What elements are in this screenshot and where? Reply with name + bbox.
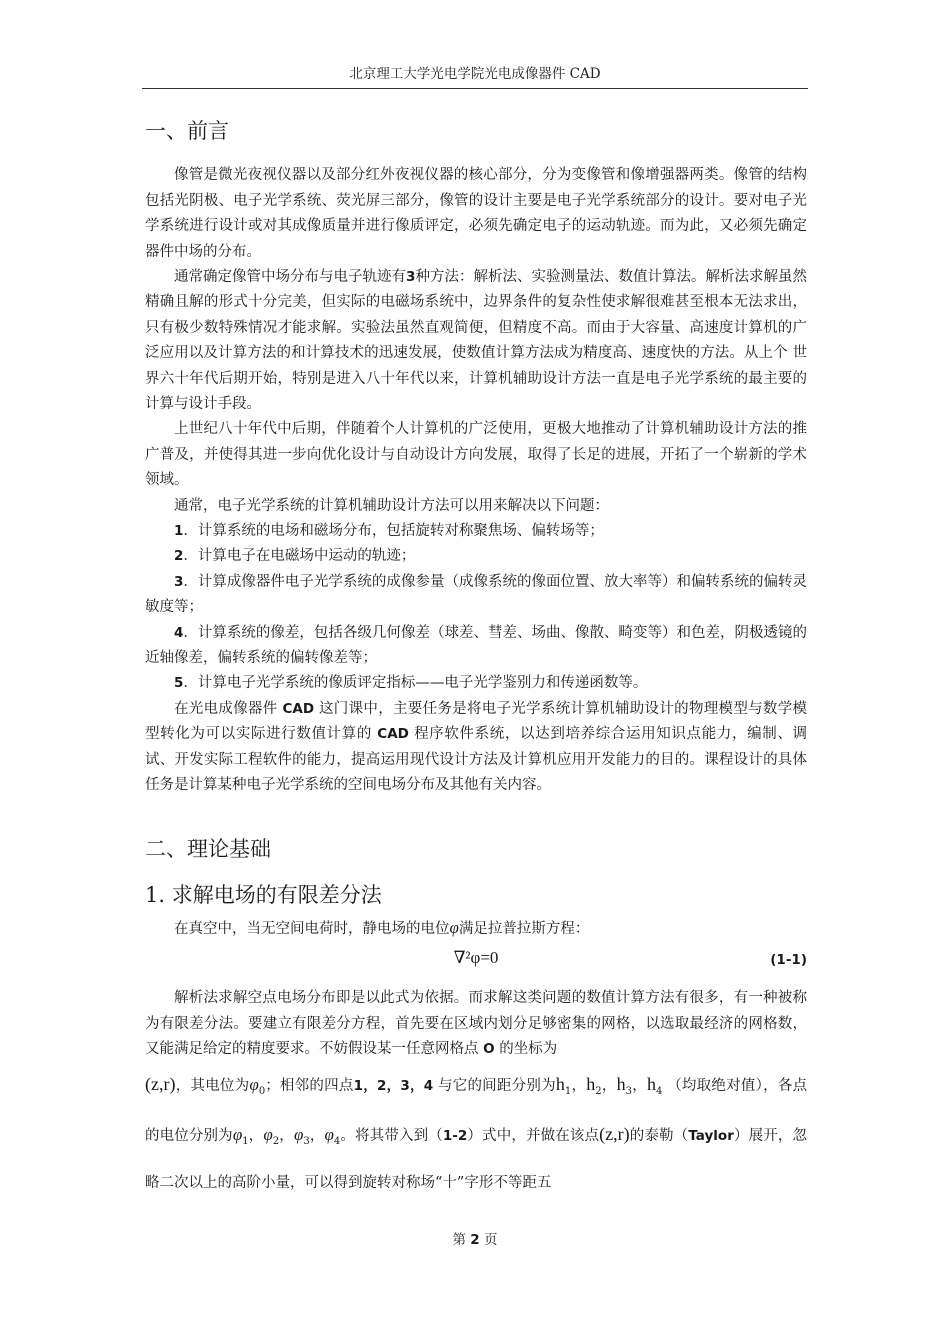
- page-number: 2: [470, 1232, 480, 1248]
- paragraph: (z,r)，其电位为$\varphi_0$；相邻的四点1，2，3，4 与它的间距分别为$h_1$，$h_2$，$h_3$，$h_4$ （均取绝对值），各点的电位分别为$\varphi_1$，$\varphi_2$，$\varphi_3$，$\varphi_4$。将其带入到（1-2）式中，并做在该点(z,r)的泰勒（Taylor）展开，忽略二次以上的高阶小量，可以得到旋转对称场“十”字形不等距五: [145, 1073, 808, 1192]
- paragraph: 上世纪八十年代中后期，伴随着个人计算机的广泛使用，更极大地推动了计算机辅助设计方法的推广普及，并使得其进一步向优化设计与自动设计方向发展，取得了长足的进展，开拓了一个崭新的学术领域。: [145, 421, 807, 489]
- paragraph: 通常，电子光学系统的计算机辅助设计方法可以用来解决以下问题：: [174, 497, 609, 514]
- list-item: 1．计算系统的电场和磁场分布，包括旋转对称聚焦场、偏转场等；: [174, 522, 604, 539]
- paragraph: 解析法求解空点电场分布即是以此式为依据。而求解这类问题的数值计算方法有很多，有一种被称为有限差分法。要建立有限差分方程，首先要在区域内划分足够密集的网格，以选取最经济的网格数，又能满足给定的精度要求。不妨假设某一任意网格点 O 的坐标为: [145, 990, 807, 1058]
- paragraph: 通常确定像管中场分布与电子轨迹有3种方法：解析法、实验测量法、数值计算法。解析法求解虽然精确且解的形式十分完美，但实际的电磁场系统中，边界条件的复杂性使求解很难甚至根本无法求出，只有极少数特殊情况才能求解。实验法虽然直观简便，但精度不高。而由于大容量、高速度计算机的广泛应用以及计算方法的和计算技术的迅速发展，使数值计算方法成为精度高、速度快的方法。从上个 世界六十年代后期开始，特别是进入八十年代以来，计算机辅助设计方法一直是电子光学系统的最主要的计算与设计手段。: [145, 268, 808, 412]
- list-item: 5．计算电子光学系统的像质评定指标——电子光学鉴别力和传递函数等。: [174, 675, 648, 692]
- subsection-title: 1. 求解电场的有限差分法: [145, 882, 382, 907]
- equation: ∇²φ=0: [453, 948, 499, 968]
- section-title-preface: 一、前言: [145, 119, 229, 143]
- page-footer: 第 2 页: [452, 1232, 498, 1248]
- list-item: 4．计算系统的像差，包括各级几何像差（球差、彗差、场曲、像散、畸变等）和色差，阴极透镜的近轴像差，偏转系统的偏转像差等；: [145, 624, 807, 667]
- page-header: 北京理工大学光电学院光电成像器件 CAD: [142, 62, 808, 89]
- list-item: 3．计算成像器件电子光学系统的成像参量（成像系统的像面位置、放大率等）和偏转系统的偏转灵敏度等；: [145, 573, 807, 616]
- equation-number: (1-1): [770, 952, 807, 969]
- document-body: [145, 118, 807, 1205]
- paragraph: 在真空中，当无空间电荷时，静电场的电位φ满足拉普拉斯方程：: [174, 918, 590, 938]
- section-title-theory: 二、理论基础: [145, 837, 271, 862]
- paragraph: 像管是微光夜视仪器以及部分红外夜视仪器的核心部分，分为变像管和像增强器两类。像管的结构包括光阴极、电子光学系统、荧光屏三部分，像管的设计主要是电子光学系统部分的设计。要对电子光学系统进行设计或对其成像质量并进行像质评定，必须先确定电子的运动轨迹。而为此，又必须先确定器件中场的分布。: [145, 167, 807, 260]
- list-item: 2．计算电子在电磁场中运动的轨迹；: [174, 548, 416, 565]
- paragraph: 在光电成像器件 CAD 这门课中，主要任务是将电子光学系统计算机辅助设计的物理模型与数学模型转化为可以实际进行数值计算的 CAD 程序软件系统，以达到培养综合运用知识点能力，编制、调试、开发实际工程软件的能力，提高运用现代设计方法及计算机应用开发能力的目的。课程设计的具体任务是计算某种电子光学系统的空间电场分布及其他有关内容。: [145, 700, 808, 794]
- equation-row: [145, 942, 807, 986]
